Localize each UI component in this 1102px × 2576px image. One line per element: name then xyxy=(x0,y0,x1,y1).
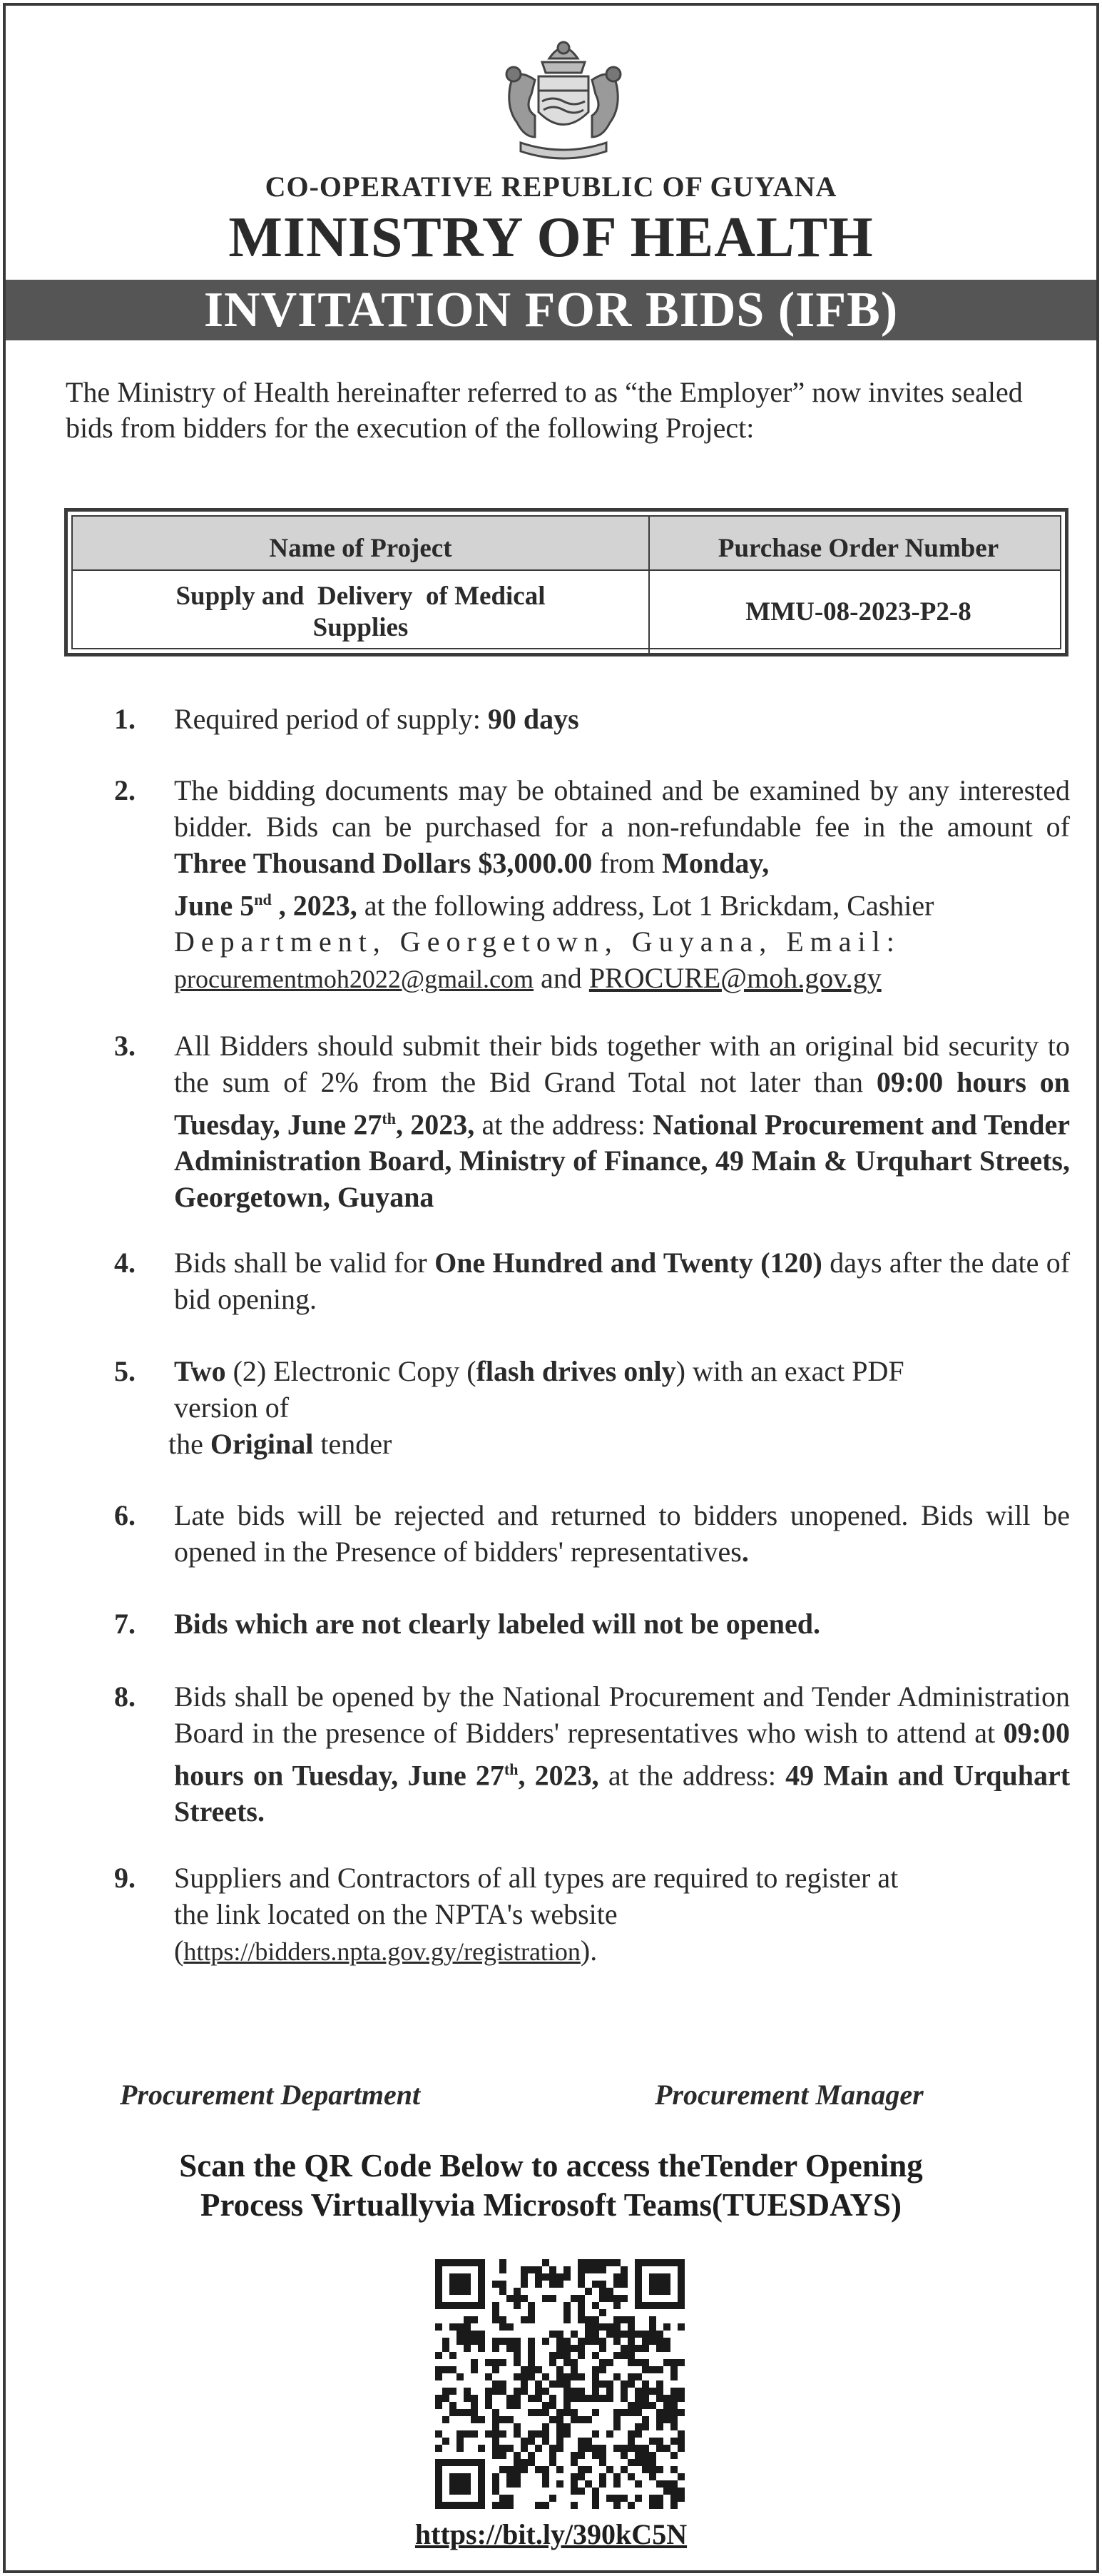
item-text: from xyxy=(592,847,663,879)
item-number: 5. xyxy=(114,1355,136,1387)
copy-count: Two xyxy=(174,1355,226,1387)
validity-period: One Hundred and Twenty (120) xyxy=(434,1247,822,1279)
item-bold: 90 days xyxy=(487,703,579,735)
fee-amount: Three Thousand Dollars $3,000.00 xyxy=(174,847,593,879)
item-bold: Bids which are not clearly labeled will not be opened. xyxy=(174,1608,820,1640)
item-number: 6. xyxy=(114,1499,136,1531)
deadline: 09:00 hours on Tuesday, June 27 xyxy=(174,1066,1070,1141)
ministry-heading: MINISTRY OF HEALTH xyxy=(228,206,874,269)
item-text: The bidding documents may be obtained and be examined by any interested bidder. Bids can be purchased for a non-refundable fee in the amount of xyxy=(174,774,1070,843)
item-text: Required period of supply: xyxy=(174,703,488,735)
item-text: at the address: xyxy=(598,1759,786,1792)
item-text: ( xyxy=(174,1934,184,1967)
ifb-banner: INVITATION FOR BIDS (IFB) xyxy=(6,280,1096,340)
item-text: tender xyxy=(313,1428,392,1460)
item-text: at the following address, Lot 1 Brickdam, Cashier xyxy=(357,889,934,922)
date-suffix: nd xyxy=(254,891,272,908)
item-text: Department, Georgetown, Guyana, Email: xyxy=(174,926,901,958)
item-number: 7. xyxy=(114,1608,136,1640)
scan-instruction xyxy=(0,2146,1102,2225)
opening-time: 09:00 hours on Tuesday, June 27 xyxy=(174,1717,1070,1792)
item-number: 3. xyxy=(114,1030,136,1062)
qr-short-link[interactable]: https://bit.ly/390kC5N xyxy=(414,2518,688,2550)
item-text: All Bidders should submit their bids together with an original bid security to the sum of 2% from the Bid Grand Total not later than xyxy=(174,1030,1070,1098)
signature-procurement-department: Procurement Department xyxy=(120,2079,421,2111)
item-text: ). xyxy=(580,1934,598,1967)
email-link-1[interactable]: procurementmoh2022@gmail.com xyxy=(174,965,534,994)
start-date: June 5 xyxy=(174,889,255,922)
date-suffix: th xyxy=(382,1110,396,1127)
item-number: 2. xyxy=(114,774,136,806)
item-text: the xyxy=(168,1428,210,1460)
opening-address: 49 Main and Urquhart Streets. xyxy=(174,1759,1071,1828)
start-day: Monday, xyxy=(662,847,770,879)
project-name-cell xyxy=(73,571,650,654)
opening-year: , 2023, xyxy=(518,1759,599,1792)
item-text: Bids shall be opened by the National Procurement and Tender Administration Board in the presence of Bidders' representatives who wish to attend at xyxy=(174,1680,1070,1749)
intro-paragraph: The Ministry of Health hereinafter referred to as “the Employer” now invites sealed bids from bidders for the execution of the following Project: xyxy=(66,376,1023,444)
item-text: ) with an exact PDF xyxy=(675,1355,904,1387)
submission-address: National Procurement and Tender Administration Board, Ministry of Finance, 49 Main & Urquhart Streets, Georgetown, Guyana xyxy=(174,1108,1070,1214)
header-purchase-order-number: Purchase Order Number xyxy=(718,533,999,563)
table-row xyxy=(73,571,1060,654)
scan-line-1: Scan the QR Code Below to access theTender Opening xyxy=(179,2148,923,2184)
project-name-line1: Supply and Delivery of Medical xyxy=(175,582,546,611)
item-text: (2) Electronic Copy ( xyxy=(225,1355,476,1387)
registration-link[interactable]: https://bidders.npta.gov.gy/registration xyxy=(183,1937,581,1966)
item-text: days after the date of bid opening. xyxy=(174,1247,1071,1315)
item-text: version of xyxy=(174,1391,290,1424)
project-name-line2: Supplies xyxy=(312,613,409,642)
item-text: Late bids will be rejected and returned to bidders unopened. Bids will be opened in the Presence of bidders' representatives xyxy=(174,1499,1070,1568)
date-suffix: th xyxy=(504,1760,519,1778)
item-period: . xyxy=(741,1536,749,1568)
project-table xyxy=(64,508,1068,656)
item-text: the link located on the NPTA's website xyxy=(174,1898,618,1930)
table-header-row xyxy=(73,517,1060,571)
country-heading: CO-OPERATIVE REPUBLIC OF GUYANA xyxy=(265,171,837,203)
item-text: at the address: xyxy=(474,1108,653,1141)
item-number: 8. xyxy=(114,1680,136,1713)
email-link-2[interactable]: PROCURE@moh.gov.gy xyxy=(588,962,882,995)
start-year: , 2023, xyxy=(271,889,357,922)
item-text: Bids shall be valid for xyxy=(174,1247,435,1279)
scan-line-2: Process Virtuallyvia Microsoft Teams(TUESDAYS) xyxy=(200,2187,902,2223)
item-number: 4. xyxy=(114,1247,136,1279)
signature-procurement-manager: Procurement Manager xyxy=(655,2079,924,2111)
header-name-of-project: Name of Project xyxy=(73,517,650,569)
item-number: 1. xyxy=(114,703,136,735)
item-text: Suppliers and Contractors of all types are required to register at xyxy=(174,1862,899,1894)
qr-code-icon[interactable] xyxy=(435,2259,685,2509)
item-number: 9. xyxy=(114,1862,136,1894)
coat-of-arms-icon xyxy=(492,30,635,162)
po-number-cell: MMU-08-2023-P2-8 xyxy=(745,597,971,627)
original-label: Original xyxy=(210,1428,314,1460)
deadline-year: , 2023, xyxy=(395,1108,475,1141)
flash-drives: flash drives only xyxy=(476,1355,676,1387)
item-text: and xyxy=(534,962,589,995)
